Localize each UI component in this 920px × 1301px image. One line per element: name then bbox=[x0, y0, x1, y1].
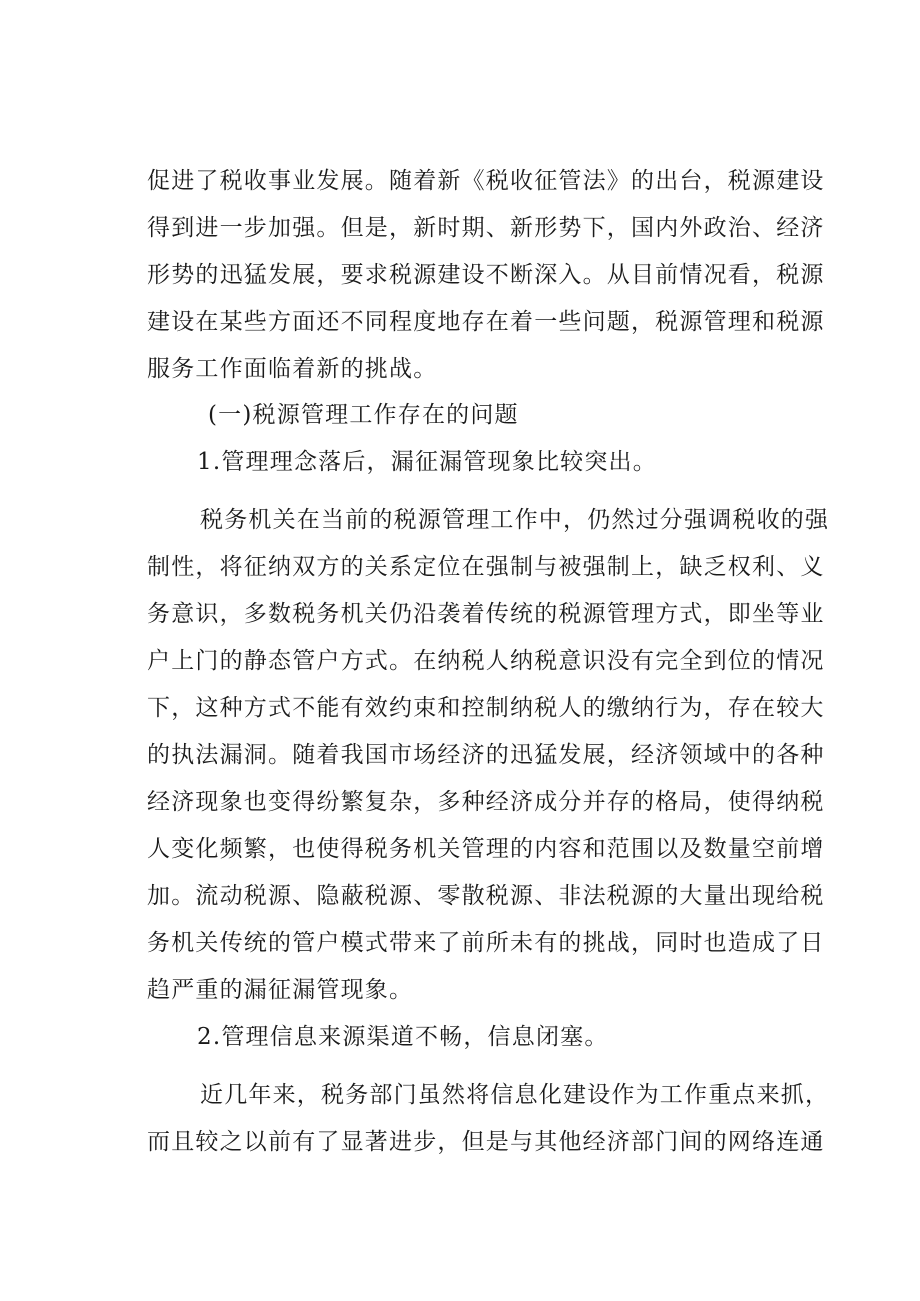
para1-line-6: 的执法漏洞。随着我国市场经济的迅猛发展，经济领域中的各种 bbox=[147, 742, 825, 768]
intro-line-2: 得到进一步加强。但是，新时期、新形势下，国内外政治、经济 bbox=[147, 215, 825, 241]
para1-line-1: 税务机关在当前的税源管理工作中，仍然过分强调税收的强 bbox=[200, 507, 830, 533]
para1-line-11: 趋严重的漏征漏管现象。 bbox=[147, 977, 414, 1003]
intro-line-1: 促进了税收事业发展。随着新《税收征管法》的出台，税源建设 bbox=[147, 168, 825, 194]
para1-line-9: 加。流动税源、隐蔽税源、零散税源、非法税源的大量出现给税 bbox=[147, 883, 825, 909]
subheading-1: 1.管理理念落后，漏征漏管现象比较突出。 bbox=[197, 449, 657, 475]
section-heading: (一)税源管理工作存在的问题 bbox=[208, 402, 519, 428]
para2-line-1: 近几年来，税务部门虽然将信息化建设作为工作重点来抓， bbox=[200, 1082, 830, 1108]
para1-line-2: 制性，将征纳双方的关系定位在强制与被强制上，缺乏权利、义 bbox=[147, 554, 825, 580]
intro-line-4: 建设在某些方面还不同程度地存在着一些问题，税源管理和税源 bbox=[147, 309, 825, 335]
para1-line-7: 经济现象也变得纷繁复杂，多种经济成分并存的格局，使得纳税 bbox=[147, 789, 825, 815]
para1-line-10: 务机关传统的管户模式带来了前所未有的挑战，同时也造成了日 bbox=[147, 930, 825, 956]
intro-line-5: 服务工作面临着新的挑战。 bbox=[147, 356, 438, 382]
intro-line-3: 形势的迅猛发展，要求税源建设不断深入。从目前情况看，税源 bbox=[147, 262, 825, 288]
para1-line-4: 户上门的静态管户方式。在纳税人纳税意识没有完全到位的情况 bbox=[147, 648, 825, 674]
subheading-2: 2.管理信息来源渠道不畅，信息闭塞。 bbox=[197, 1024, 609, 1050]
para1-line-5: 下，这种方式不能有效约束和控制纳税人的缴纳行为，存在较大 bbox=[147, 695, 825, 721]
para2-line-2: 而且较之以前有了显著进步，但是与其他经济部门间的网络连通 bbox=[147, 1129, 825, 1155]
para1-line-3: 务意识，多数税务机关仍沿袭着传统的税源管理方式，即坐等业 bbox=[147, 601, 825, 627]
para1-line-8: 人变化频繁，也使得税务机关管理的内容和范围以及数量空前增 bbox=[147, 836, 825, 862]
